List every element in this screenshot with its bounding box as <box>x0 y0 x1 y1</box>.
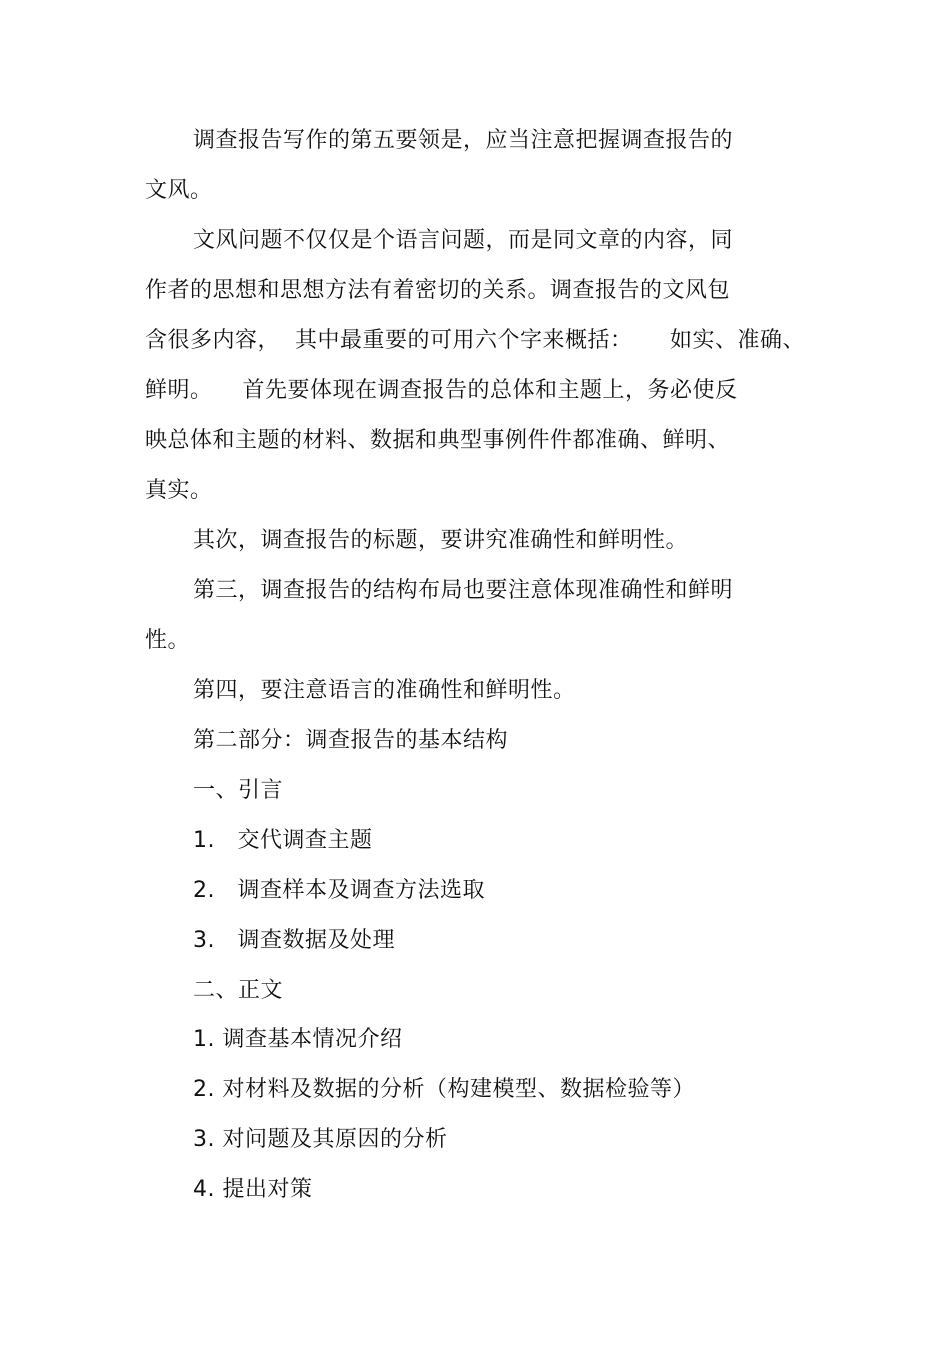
list-item: 3. 对问题及其原因的分析 <box>193 1127 448 1152</box>
paragraph-line: 其次，调查报告的标题，要讲究准确性和鲜明性。 <box>193 528 689 553</box>
paragraph-line: 第四，要注意语言的准确性和鲜明性。 <box>193 678 576 703</box>
paragraph-line: 调查报告写作的第五要领是，应当注意把握调查报告的 <box>193 128 734 153</box>
list-item: 1. 交代调查主题 <box>193 828 373 853</box>
paragraph-line: 性。 <box>145 628 191 653</box>
paragraph-line: 第三，调查报告的结构布局也要注意体现准确性和鲜明 <box>193 578 734 603</box>
paragraph-line: 文风问题不仅仅是个语言问题，而是同文章的内容，同 <box>193 228 734 253</box>
paragraph-line: 映总体和主题的材料、数据和典型事例件件都准确、鲜明、 <box>145 428 731 453</box>
subsection-heading: 一、引言 <box>193 778 284 803</box>
paragraph-line: 鲜明。 首先要体现在调查报告的总体和主题上，务必使反 <box>145 378 738 403</box>
paragraph-line: 作者的思想和思想方法有着密切的关系。调查报告的文风包 <box>145 278 731 303</box>
list-item: 1. 调查基本情况介绍 <box>193 1027 403 1052</box>
list-item: 3. 调查数据及处理 <box>193 928 395 953</box>
list-item: 4. 提出对策 <box>193 1177 313 1202</box>
paragraph-line: 含很多内容， 其中最重要的可用六个字来概括： 如实、准确、 <box>145 328 805 353</box>
section-heading: 第二部分：调查报告的基本结构 <box>193 728 509 753</box>
list-item: 2. 对材料及数据的分析（构建模型、数据检验等） <box>193 1077 695 1102</box>
paragraph-line: 文风。 <box>145 178 213 203</box>
list-item: 2. 调查样本及调查方法选取 <box>193 878 485 903</box>
paragraph-line: 真实。 <box>145 478 213 503</box>
subsection-heading: 二、正文 <box>193 978 284 1003</box>
